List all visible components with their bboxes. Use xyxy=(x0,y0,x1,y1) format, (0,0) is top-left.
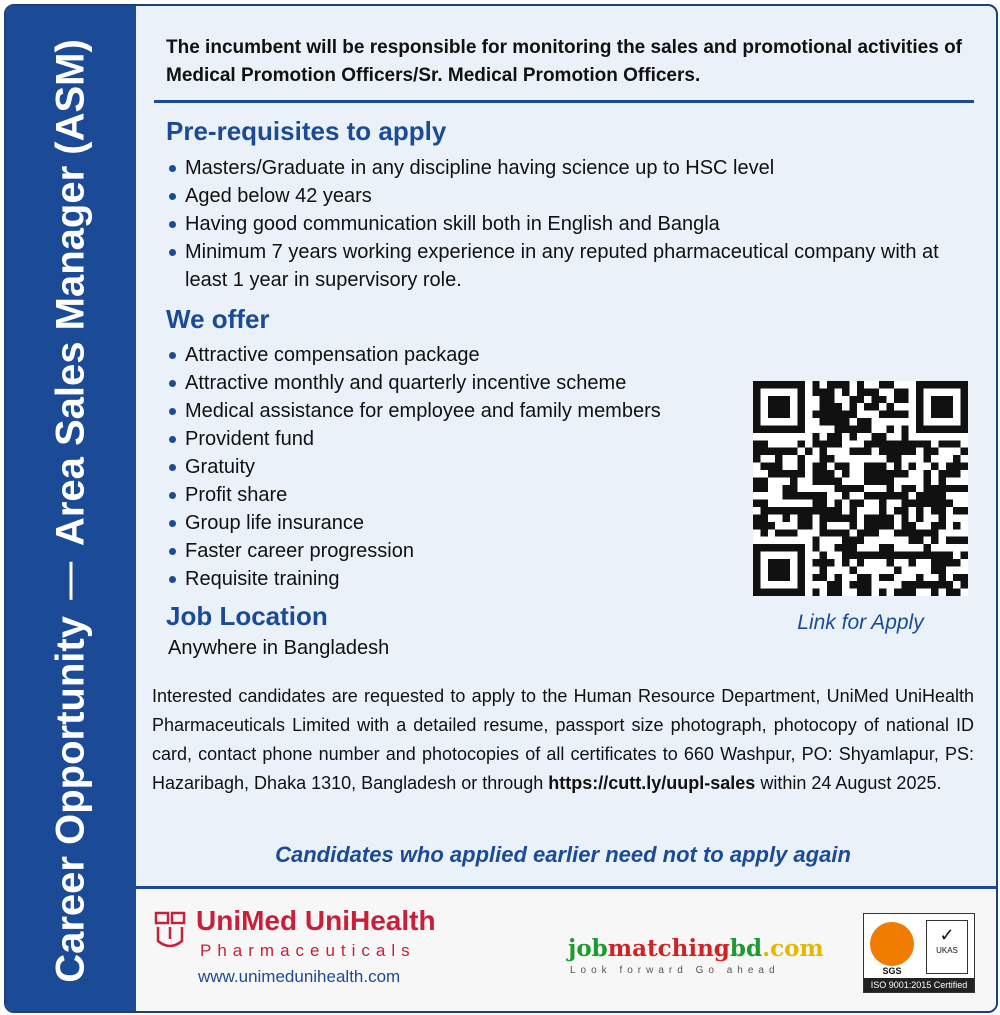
reapply-note: Candidates who applied earlier need not to apply again xyxy=(275,842,851,867)
iso-label: ISO 9001:2015 Certified xyxy=(864,978,974,992)
offer-list xyxy=(168,341,748,593)
job-ad xyxy=(4,4,998,1013)
location-text: Anywhere in Bangladesh xyxy=(168,637,390,659)
sidebar xyxy=(6,6,136,1011)
list-item: Aged below 42 years xyxy=(168,182,983,210)
list-item: Group life insurance xyxy=(168,509,748,537)
prereq-heading: Pre-requisites to apply xyxy=(166,116,447,146)
apply-text: Interested candidates are requested to apply to the Human Resource Department, UniMed UniHealth Pharmaceuticals Limited with a detailed resume, passport size photograph, photocopy of national ID card, contact phone number and photocopies of all certificates to 660 Washpur, PO: Shyamlapur, PS: Hazaribagh, Dhaka 1310, Bangladesh or through xyxy=(152,686,974,793)
ukas-mark-icon: ✓ UKAS xyxy=(926,920,968,974)
offer-heading: We offer xyxy=(166,304,270,334)
list-item: Masters/Graduate in any discipline having science up to HSC level xyxy=(168,154,983,182)
divider xyxy=(154,100,974,103)
list-item: Provident fund xyxy=(168,425,748,453)
apply-deadline: within 24 August 2025. xyxy=(760,773,942,793)
sgs-seal-icon xyxy=(870,922,914,966)
divider xyxy=(70,562,73,600)
job-title: Area Sales Manager (ASM) xyxy=(48,39,93,547)
list-item: Attractive monthly and quarterly incentive scheme xyxy=(168,369,748,397)
list-item: Gratuity xyxy=(168,453,748,481)
qr-label: Link for Apply xyxy=(797,611,924,634)
qr-code[interactable] xyxy=(753,381,968,596)
unimed-logo-icon xyxy=(154,911,186,949)
sgs-label: SGS xyxy=(882,966,902,976)
apply-instructions xyxy=(152,682,974,798)
career-opportunity-label: Career Opportunity xyxy=(48,616,93,983)
location-heading: Job Location xyxy=(166,601,328,631)
jobsite-logo xyxy=(568,935,824,962)
jobsite-part: job xyxy=(568,935,608,962)
company-website-link[interactable]: www.unimedunihealth.com xyxy=(198,967,401,986)
list-item: Medical assistance for employee and family members xyxy=(168,397,748,425)
list-item: Faster career progression xyxy=(168,537,748,565)
jobsite-part: matching xyxy=(607,935,730,962)
list-item: Requisite training xyxy=(168,565,748,593)
ukas-label: UKAS xyxy=(936,946,958,955)
iso-certification-badge xyxy=(863,913,975,993)
list-item: Attractive compensation package xyxy=(168,341,748,369)
list-item: Minimum 7 years working experience in any reputed pharmaceutical company with at least 1 year in supervisory role. xyxy=(168,238,983,294)
apply-link[interactable]: https://cutt.ly/uupl-sales xyxy=(548,773,756,793)
list-item: Having good communication skill both in English and Bangla xyxy=(168,210,983,238)
brand-subtitle: Pharmaceuticals xyxy=(200,941,416,960)
intro-text: The incumbent will be responsible for monitoring the sales and promotional activities of Medical Promotion Officers/Sr. Medical Promotion Officers. xyxy=(166,37,962,86)
jobsite-part: .com xyxy=(762,935,824,962)
footer xyxy=(136,886,996,1011)
jobsite-tagline: Look forward Go ahead xyxy=(570,965,780,976)
sidebar-title xyxy=(49,39,94,983)
main-content xyxy=(136,6,996,1011)
brand-name: UniMed UniHealth xyxy=(196,905,436,936)
list-item: Profit share xyxy=(168,481,748,509)
prereq-list xyxy=(168,154,983,294)
jobsite-part: bd xyxy=(729,935,763,962)
